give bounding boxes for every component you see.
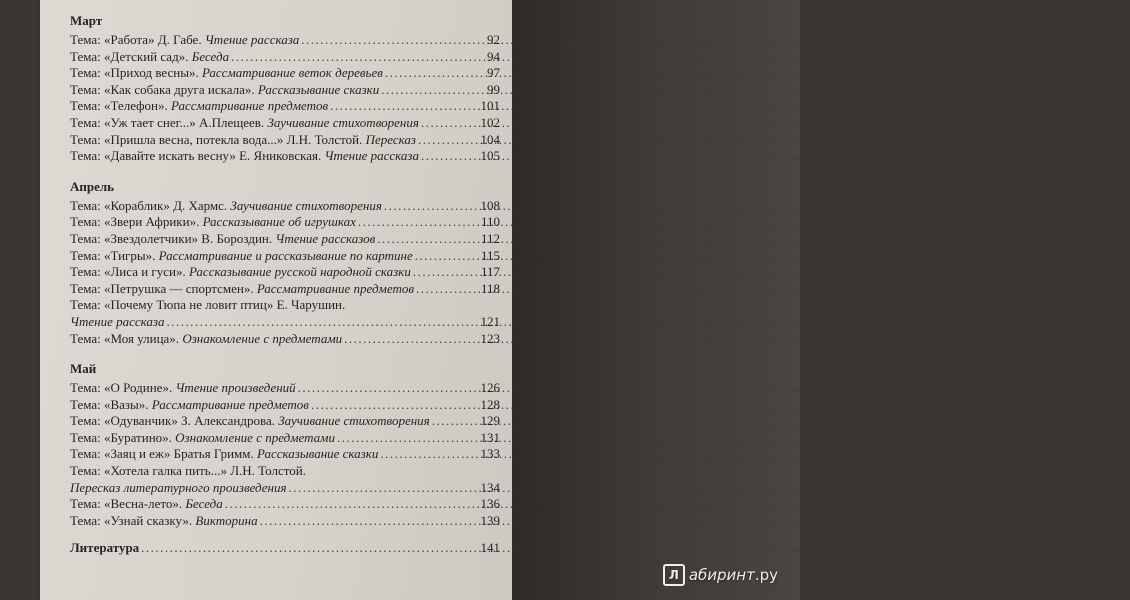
page-number: 129 [480, 413, 500, 429]
toc-entry [70, 513, 500, 530]
entry-title [70, 463, 306, 480]
leader-dots [330, 98, 474, 115]
page-number: 136 [480, 496, 500, 512]
entry-topic: Тема: «Моя улица». [70, 330, 183, 346]
entry-activity: Ознакомление с предметами [175, 429, 335, 445]
page-number: 105 [480, 148, 500, 164]
entry-activity: Беседа [185, 496, 223, 512]
toc-entry [70, 397, 500, 414]
page-number: 112 [480, 230, 500, 246]
entry-topic: Тема: «Телефон». [70, 98, 171, 114]
entry-topic: Тема: «Одуванчик» З. Александрова. [70, 413, 279, 429]
entry-topic: Тема: «Петрушка — спортсмен». [70, 280, 257, 296]
entry-activity: Заучивание стихотворения [230, 197, 382, 213]
toc-entry [70, 380, 500, 397]
entry-activity: Чтение рассказа [204, 32, 300, 47]
toc-entry [70, 98, 500, 115]
literature-label: Литература [70, 540, 140, 556]
entry-title [70, 214, 356, 231]
entry-title [70, 513, 258, 530]
leader-dots [385, 65, 474, 82]
page-number: 97 [487, 65, 500, 81]
entry-topic: Тема: «Лиса и гуси». [70, 264, 189, 280]
page-number: 115 [480, 247, 500, 263]
leader-dots [421, 115, 474, 132]
entry-activity: Беседа [191, 48, 230, 64]
leader-dots [358, 214, 474, 231]
leader-dots [141, 540, 474, 557]
toc-section [70, 358, 500, 529]
page-number: 141 [480, 540, 500, 556]
entry-topic: Тема: «Хотела галка пить...» Л.Н. Толстой. [70, 463, 306, 479]
entry-title [70, 314, 164, 331]
toc-entry [70, 248, 500, 265]
toc-entry [70, 413, 500, 430]
leader-dots [418, 132, 474, 149]
page-number: 94 [487, 48, 500, 64]
page-number: 92 [487, 32, 500, 47]
page-number: 101 [480, 98, 500, 114]
toc-entry [70, 331, 500, 348]
watermark-text: абиринт.ру [688, 566, 778, 584]
entry-title [70, 331, 342, 348]
toc-section [70, 10, 500, 165]
entry-title [70, 480, 287, 497]
page-number: 128 [480, 396, 500, 412]
leader-dots [311, 397, 474, 414]
toc-entry [70, 314, 500, 331]
table-of-contents [70, 10, 500, 557]
page-number: 131 [480, 429, 500, 445]
labirint-logo-icon: Л [663, 564, 685, 586]
leader-dots [413, 264, 474, 281]
entry-title [70, 49, 229, 66]
entry-title [70, 281, 414, 298]
entry-activity: Рассказывание об игрушках [202, 214, 356, 230]
entry-title [70, 82, 379, 99]
toc-entry [70, 82, 500, 99]
labirint-watermark [663, 564, 778, 586]
toc-entry [70, 264, 500, 281]
page-number: 126 [480, 380, 500, 396]
page-number: 102 [480, 114, 500, 130]
entry-topic: Тема: «Звери Африки». [70, 214, 203, 230]
entry-activity: Рассказывание сказки [257, 446, 379, 462]
entry-activity: Заучивание стихотворения [267, 114, 419, 130]
entry-activity: Чтение рассказа [70, 313, 165, 329]
leader-dots [337, 430, 474, 447]
leader-dots [384, 198, 474, 215]
leader-dots [381, 82, 474, 99]
leader-dots [344, 331, 474, 348]
entry-activity: Заучивание стихотворения [278, 413, 430, 429]
page-number: 123 [480, 330, 500, 346]
entry-title [70, 198, 382, 215]
entry-activity: Рассматривание веток деревьев [201, 65, 383, 81]
entry-topic: Тема: «Пришла весна, потекла вода...» Л.Н. Толстой. [70, 131, 366, 147]
entry-title [70, 413, 430, 430]
entry-topic: Тема: «Как собака друга искала». [70, 81, 258, 97]
entry-activity: Пересказ литературного произведения [70, 479, 287, 495]
toc-entry [70, 214, 500, 231]
leader-dots [421, 148, 474, 165]
entry-activity: Рассматривание предметов [171, 98, 329, 114]
leader-dots [289, 480, 474, 497]
page-number: 139 [480, 512, 500, 528]
literature-entry [70, 540, 500, 557]
entry-activity: Чтение рассказа [324, 148, 419, 164]
section-title: Март [70, 13, 103, 28]
entry-title [70, 132, 416, 149]
entry-title [70, 380, 296, 397]
entry-title [70, 446, 378, 463]
entry-topic: Тема: «О Родине». [70, 380, 176, 396]
toc-entry [70, 480, 500, 497]
entry-topic: Тема: «Вазы». [70, 396, 152, 412]
entry-topic: Тема: «Весна-лето». [70, 496, 186, 512]
entry-topic: Тема: «Почему Тюпа не ловит птиц» Е. Чарушин. [70, 297, 346, 313]
toc-entry [70, 463, 500, 480]
entry-topic: Тема: «Приход весны». [70, 65, 202, 81]
entry-title [70, 496, 223, 513]
toc-entry [70, 198, 500, 215]
page-number: 110 [480, 214, 500, 230]
entry-topic: Тема: «Уж тает снег...» А.Плещеев. [70, 114, 268, 130]
entry-activity: Пересказ [365, 131, 416, 147]
entry-title [70, 248, 413, 265]
leader-dots [377, 231, 474, 248]
toc-entry [70, 49, 500, 66]
entry-title [70, 148, 419, 165]
page-number: 118 [480, 280, 500, 296]
entry-title [70, 115, 419, 132]
toc-entry [70, 32, 500, 49]
entry-topic: Тема: «Работа» Д. Габе. [70, 32, 205, 47]
entry-title [70, 32, 299, 49]
entry-activity: Рассказывание русской народной сказки [188, 264, 411, 280]
entry-topic: Тема: «Детский сад». [70, 48, 192, 64]
toc-entry [70, 446, 500, 463]
section-title: Апрель [70, 178, 115, 194]
entry-activity: Чтение произведений [175, 380, 296, 396]
leader-dots [260, 513, 474, 530]
toc-entry [70, 231, 500, 248]
toc-entry [70, 297, 500, 314]
entry-title [70, 98, 328, 115]
entry-title [70, 264, 411, 281]
page-number: 99 [487, 81, 500, 97]
toc-sections [70, 10, 500, 529]
toc-entry [70, 132, 500, 149]
leader-dots [416, 281, 474, 298]
entry-title [70, 65, 383, 82]
page-number: 108 [480, 197, 500, 213]
entry-title [70, 231, 375, 248]
page-number: 121 [480, 313, 500, 329]
toc-entry [70, 65, 500, 82]
toc-entry [70, 148, 500, 165]
entry-activity: Рассматривание и рассказывание по картине [158, 247, 413, 263]
section-title: Май [70, 361, 97, 377]
entry-topic: Тема: «Заяц и еж» Братья Гримм. [70, 446, 258, 462]
leader-dots [415, 248, 474, 265]
leader-dots [301, 32, 474, 49]
entry-activity: Рассказывание сказки [257, 81, 380, 97]
toc-entry [70, 496, 500, 513]
entry-activity: Викторина [195, 512, 258, 528]
toc-entry [70, 430, 500, 447]
entry-activity: Ознакомление с предметами [182, 330, 343, 346]
toc-entry [70, 115, 500, 132]
entry-topic: Тема: «Узнай сказку». [70, 512, 196, 528]
entry-topic: Тема: «Кораблик» Д. Хармс. [70, 197, 231, 213]
entry-topic: Тема: «Звездолетчики» В. Бороздин. [70, 230, 276, 246]
entry-title [70, 430, 335, 447]
leader-dots [298, 380, 474, 397]
leader-dots [432, 413, 474, 430]
entry-activity: Чтение рассказов [275, 230, 376, 246]
toc-section [70, 176, 500, 347]
entry-title [70, 297, 345, 314]
page-number: 133 [480, 446, 500, 462]
entry-title [70, 397, 309, 414]
entry-activity: Рассматривание предметов [151, 396, 309, 412]
leader-dots [166, 314, 474, 331]
entry-topic: Тема: «Давайте искать весну» Е. Яниковская. [70, 148, 325, 164]
entry-topic: Тема: «Буратино». [70, 429, 176, 445]
leader-dots [225, 496, 474, 513]
page-number: 117 [480, 264, 500, 280]
leader-dots [231, 49, 474, 66]
entry-topic: Тема: «Тигры». [70, 247, 159, 263]
entry-activity: Рассматривание предметов [256, 280, 414, 296]
page-number: 134 [480, 479, 500, 495]
page-number: 104 [480, 131, 500, 147]
leader-dots [380, 446, 474, 463]
toc-entry [70, 281, 500, 298]
